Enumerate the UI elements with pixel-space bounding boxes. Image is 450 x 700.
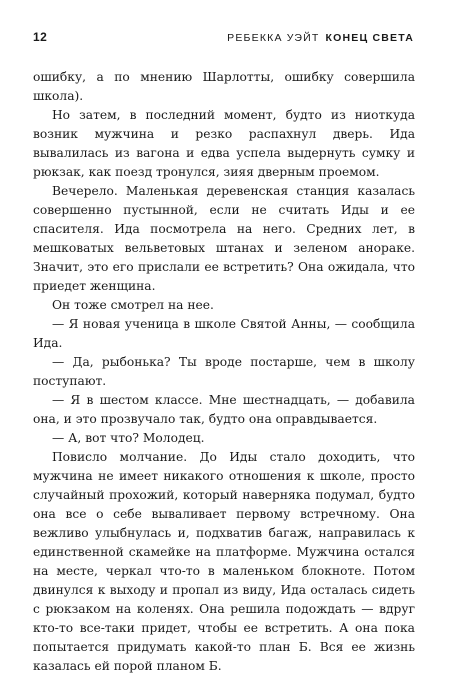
- running-head-title: КОНЕЦ СВЕТА: [325, 32, 414, 44]
- running-head-author: РЕБЕККА УЭЙТ: [227, 32, 320, 44]
- body-text: [33, 68, 415, 676]
- paragraph: — Я в шестом классе. Мне шестнадцать, — добавила она, и это прозвучало так, будто она оправдывается.: [33, 393, 415, 426]
- paragraph: Вечерело. Маленькая деревенская станция казалась совершенно пустынной, если не считать Иды и ее спасителя. Ида посмотрела на него. Средних лет, в мешковатых вельветовых штанах и зеленом анораке. Значит, это его прислали ее встретить? Она ожидала, что приедет женщина.: [33, 184, 415, 293]
- paragraph: ошибку, а по мнению Шарлотты, ошибку совершила школа).: [33, 70, 415, 103]
- paragraph: — Я новая ученица в школе Святой Анны, — сообщила Ида.: [33, 317, 415, 350]
- paragraph: — Да, рыбонька? Ты вроде постарше, чем в школу поступают.: [33, 355, 415, 388]
- page-header: [33, 30, 414, 46]
- paragraph: — А, вот что? Молодец.: [52, 431, 205, 445]
- paragraph: Но затем, в последний момент, будто из ниоткуда возник мужчина и резко распахнул дверь. Ида вывалилась из вагона и едва успела выдернуть сумку и рюкзак, как поезд тронулся, зияя дверным проемом.: [33, 108, 415, 179]
- paragraph: Повисло молчание. До Иды стало доходить, что мужчина не имеет никакого отношения к школе, просто случайный прохожий, который наверняка подумал, будто она все о себе вываливает первому встречному. Она вежливо улыбнулась и, подхватив багаж, направилась к единственной скамейке на платформе. Мужчина остался на месте, черкал что-то в маленьком блокноте. Потом двинулся к выходу и пропал из виду, Ида осталась сидеть с рюкзаком на коленях. Она решила подождать — вдруг кто-то все-таки придет, чтобы ее встретить. А она пока попытается придумать какой-то план Б. Вся ее жизнь казалась ей порой планом Б.: [33, 450, 415, 673]
- paragraph: Он тоже смотрел на нее.: [52, 298, 214, 312]
- running-head: [227, 32, 414, 44]
- page-number: 12: [33, 30, 48, 44]
